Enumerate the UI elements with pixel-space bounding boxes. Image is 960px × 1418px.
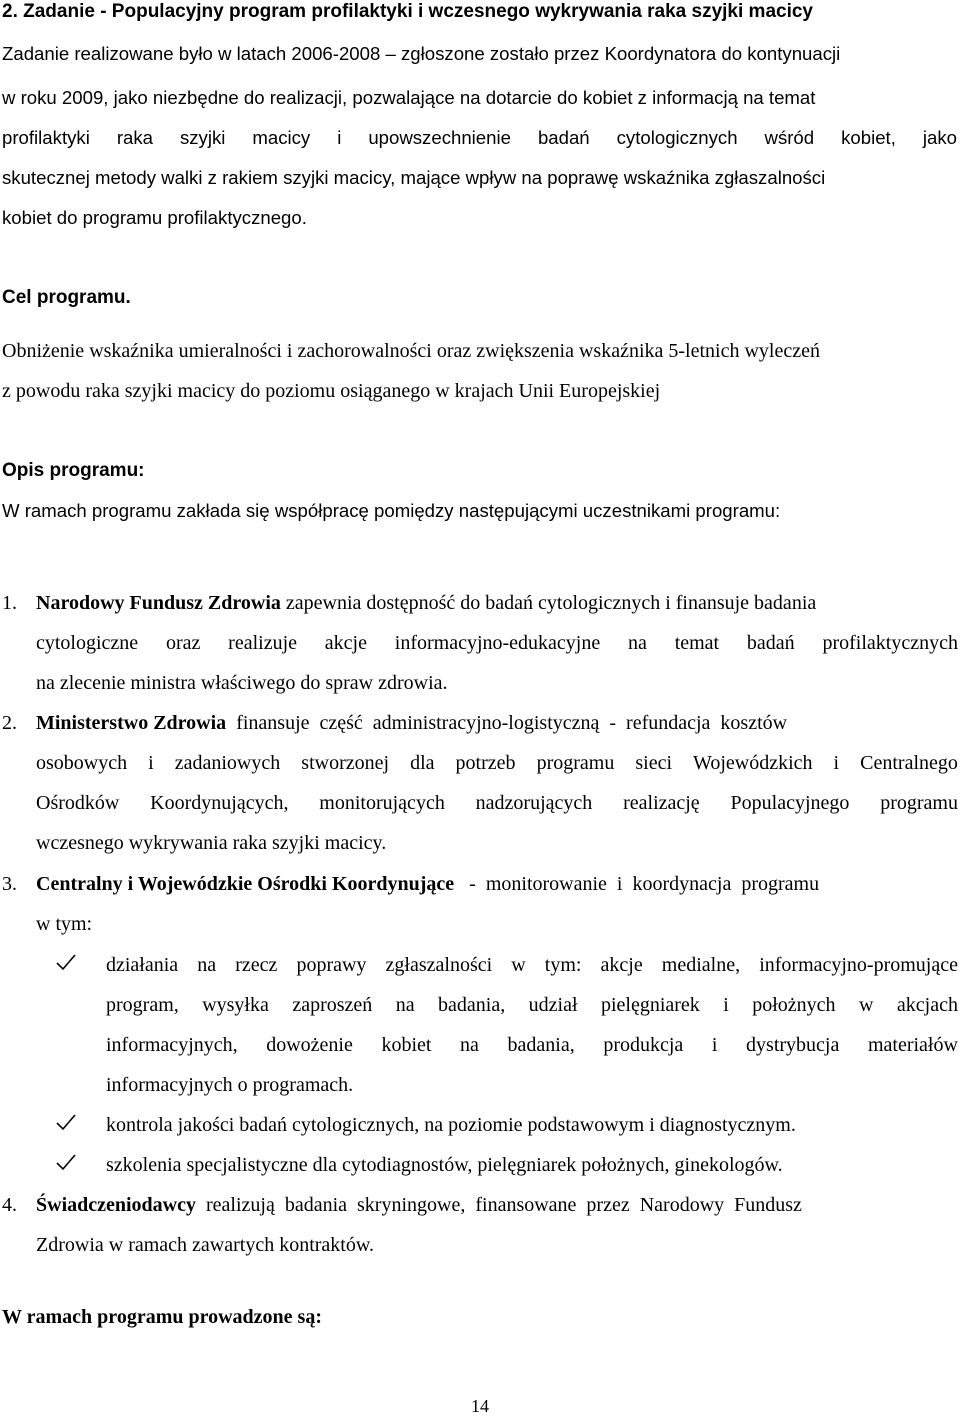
checkmark-icon [55,952,77,972]
intro-line-2: w roku 2009, jako niezbędne do realizacji, pozwalające na dotarcie do kobiet z informacją na temat [2,87,816,108]
item-2-number: 2. [2,712,17,734]
item-2-line-3: Ośrodków Koordynujących, monitorujących nadzorujących realizację Populacyjnego programu [36,792,958,814]
item-2-line-2: osobowych i zadaniowych stworzonej dla potrzeb programu sieci Wojewódzkich i Centralnego [36,752,958,774]
intro-line-3: profilaktyki raka szyjki macicy i upowszechnienie badań cytologicznych wśród kobiet, jako [2,127,957,148]
item-1-line-2: cytologiczne oraz realizuje akcje informacyjno-edukacyjne na temat badań profilaktycznych [36,632,958,654]
item-1-line-1: Narodowy Fundusz Zdrowia zapewnia dostępność do badań cytologicznych i finansuje badania [36,592,817,614]
intro-line-5: kobiet do programu profilaktycznego. [2,207,307,228]
item-2-line-4: wczesnego wykrywania raka szyjki macicy. [36,832,387,854]
item-4-number: 4. [2,1194,17,1216]
page-number: 14 [471,1396,489,1416]
check-2-line-1: kontrola jakości badań cytologicznych, na poziomie podstawowym i diagnostycznym. [106,1114,796,1136]
item-1-entity: Narodowy Fundusz Zdrowia [36,592,281,614]
opis-text: W ramach programu zakłada się współpracę pomiędzy następującymi uczestnikami programu: [2,500,781,521]
item-2-line-1: Ministerstwo Zdrowia finansuje część administracyjno-logistyczną - refundacja kosztów [36,712,788,734]
item-1-line-3: na zlecenie ministra właściwego do spraw zdrowia. [36,672,448,694]
intro-line-1: Zadanie realizowane było w latach 2006-2008 – zgłoszone zostało przez Koordynatora do kontynuacji [2,43,841,64]
opis-heading: Opis programu: [2,460,145,481]
section-title: 2. Zadanie - Populacyjny program profilaktyki i wczesnego wykrywania raka szyjki macicy [2,1,813,22]
cel-heading: Cel programu. [2,287,131,308]
item-4-entity: Świadczeniodawcy [36,1194,196,1216]
intro-line-4: skutecznej metody walki z rakiem szyjki macicy, mające wpływ na poprawę wskaźnika zgłaszalności [2,167,826,188]
item-3-number: 3. [2,873,17,895]
item-1-number: 1. [2,592,17,614]
item-3-entity: Centralny i Wojewódzkie Ośrodki Koordynujące [36,873,455,895]
check-1-line-4: informacyjnych o programach. [106,1074,354,1096]
checkmark-icon [55,1152,77,1172]
check-1-line-3: informacyjnych, dowożenie kobiet na badania, produkcja i dystrybucja materiałów [106,1034,958,1056]
item-4-line-2: Zdrowia w ramach zawartych kontraktów. [36,1234,375,1256]
final-heading: W ramach programu prowadzone są: [2,1306,322,1328]
check-1-line-2: program, wysyłka zaproszeń na badania, udział pielęgniarek i położnych w akcjach [106,994,958,1016]
check-1-line-1: działania na rzecz poprawy zgłaszalności w tym: akcje medialne, informacyjno-promujące [106,954,958,976]
checkmark-icon [55,1112,77,1132]
item-4-line-1: Świadczeniodawcy realizują badania skryningowe, finansowane przez Narodowy Fundusz [36,1194,802,1216]
check-3-line-1: szkolenia specjalistyczne dla cytodiagnostów, pielęgniarek położnych, ginekologów. [106,1154,783,1176]
item-3-line-1: Centralny i Wojewódzkie Ośrodki Koordynujące - monitorowanie i koordynacja programu [36,873,820,895]
item-2-entity: Ministerstwo Zdrowia [36,712,227,734]
cel-line-1: Obniżenie wskaźnika umieralności i zachorowalności oraz zwiększenia wskaźnika 5-letnich wyleczeń [2,340,820,362]
cel-line-2: z powodu raka szyjki macicy do poziomu osiąganego w krajach Unii Europejskiej [2,380,661,402]
item-3-line-2: w tym: [36,913,93,935]
